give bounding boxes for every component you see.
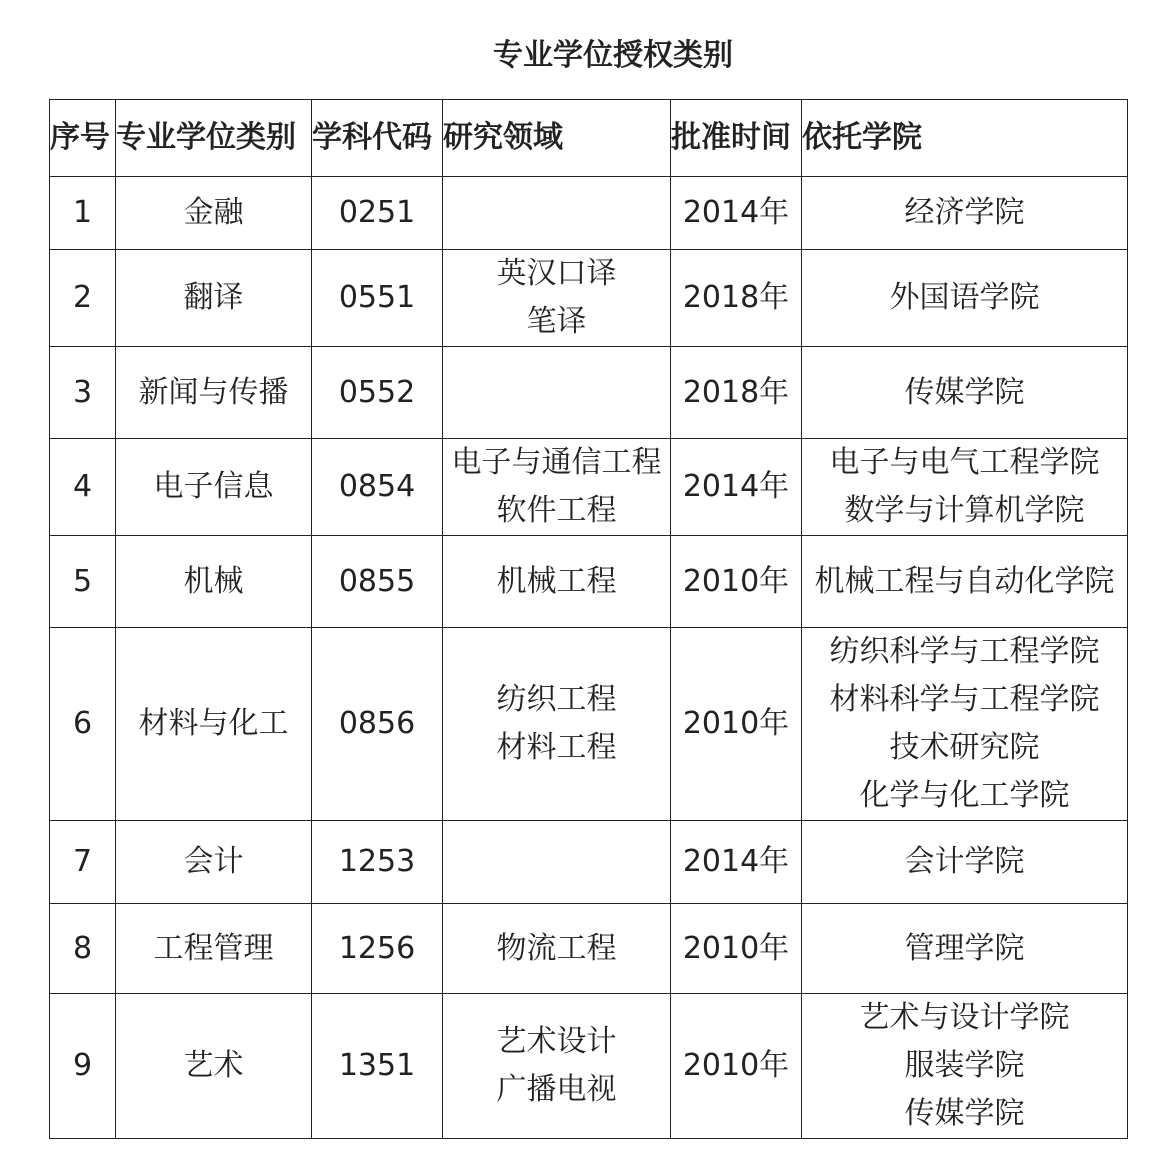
cell-colleges-line: 会计学院 [904,844,1025,879]
cell-colleges [802,250,1128,347]
cell-code: 1351 [312,994,443,1139]
cell-no: 8 [50,904,116,994]
cell-colleges-line: 服装学院 [904,1048,1025,1083]
cell-colleges-line: 化学与化工学院 [859,778,1070,813]
cell-fields [443,994,671,1139]
cell-category: 会计 [116,821,312,904]
cell-colleges-line: 电子与电气工程学院 [829,445,1100,480]
cell-colleges-line: 纺织科学与工程学院 [829,634,1100,669]
cell-colleges [802,439,1128,536]
cell-category: 机械 [116,536,312,628]
cell-colleges [802,994,1128,1139]
header-colleges: 依托学院 [802,100,1128,177]
cell-year: 2014年 [671,821,802,904]
cell-category: 电子信息 [116,439,312,536]
cell-fields-line: 艺术设计 [496,1024,617,1059]
cell-no: 5 [50,536,116,628]
table-row [50,439,1128,536]
cell-colleges-line: 传媒学院 [904,1096,1025,1131]
table-row [50,347,1128,439]
cell-year: 2018年 [671,250,802,347]
cell-category: 金融 [116,177,312,250]
cell-colleges-line: 数学与计算机学院 [844,493,1085,528]
cell-fields-line: 广播电视 [496,1072,617,1107]
table-row [50,177,1128,250]
cell-code: 0855 [312,536,443,628]
cell-category: 材料与化工 [116,628,312,821]
header-fields: 研究领域 [443,100,671,177]
cell-fields [443,439,671,536]
cell-fields [443,177,671,250]
cell-colleges [802,177,1128,250]
cell-colleges-line: 材料科学与工程学院 [829,682,1100,717]
cell-year: 2010年 [671,628,802,821]
cell-year: 2010年 [671,536,802,628]
cell-category: 工程管理 [116,904,312,994]
cell-colleges-line: 艺术与设计学院 [859,1000,1070,1035]
cell-code: 0856 [312,628,443,821]
page-title: 专业学位授权类别 [493,38,733,73]
cell-no: 3 [50,347,116,439]
cell-no: 7 [50,821,116,904]
cell-colleges [802,821,1128,904]
cell-year: 2010年 [671,994,802,1139]
table-row [50,904,1128,994]
cell-code: 0552 [312,347,443,439]
cell-fields-line: 机械工程 [496,563,617,599]
cell-fields-line: 物流工程 [496,930,617,966]
cell-fields [443,628,671,821]
degree-table [49,99,1128,1139]
header-no: 序号 [50,100,116,177]
table-row [50,994,1128,1139]
table-header-row [50,100,1128,177]
cell-code: 0551 [312,250,443,347]
cell-colleges-line: 技术研究院 [889,730,1040,765]
cell-fields-line: 材料工程 [496,730,617,765]
cell-fields-line: 英汉口译 [496,256,617,291]
cell-category: 翻译 [116,250,312,347]
cell-category: 新闻与传播 [116,347,312,439]
cell-year: 2018年 [671,347,802,439]
cell-code: 0251 [312,177,443,250]
cell-fields-line: 笔译 [526,304,587,339]
cell-colleges-line: 外国语学院 [889,280,1040,315]
cell-year: 2010年 [671,904,802,994]
cell-fields [443,536,671,628]
cell-colleges [802,628,1128,821]
table-row [50,536,1128,628]
cell-no: 6 [50,628,116,821]
table-row [50,821,1128,904]
cell-colleges-line: 机械工程与自动化学院 [814,563,1115,599]
cell-colleges-line: 管理学院 [904,930,1025,966]
cell-fields-line: 纺织工程 [496,682,617,717]
cell-colleges-line: 经济学院 [904,195,1025,230]
cell-colleges [802,904,1128,994]
cell-fields [443,821,671,904]
cell-fields [443,904,671,994]
header-year: 批准时间 [671,100,802,177]
cell-fields-line: 软件工程 [496,493,617,528]
cell-colleges [802,536,1128,628]
cell-year: 2014年 [671,177,802,250]
cell-colleges-line: 传媒学院 [904,374,1025,410]
cell-year: 2014年 [671,439,802,536]
cell-fields [443,347,671,439]
table-row [50,628,1128,821]
header-code: 学科代码 [312,100,443,177]
table-row [50,250,1128,347]
cell-fields [443,250,671,347]
cell-category: 艺术 [116,994,312,1139]
cell-no: 4 [50,439,116,536]
cell-no: 1 [50,177,116,250]
cell-no: 2 [50,250,116,347]
cell-code: 0854 [312,439,443,536]
cell-colleges [802,347,1128,439]
cell-no: 9 [50,994,116,1139]
cell-fields-line: 电子与通信工程 [451,445,662,480]
cell-code: 1253 [312,821,443,904]
cell-code: 1256 [312,904,443,994]
header-category: 专业学位类别 [116,100,312,177]
